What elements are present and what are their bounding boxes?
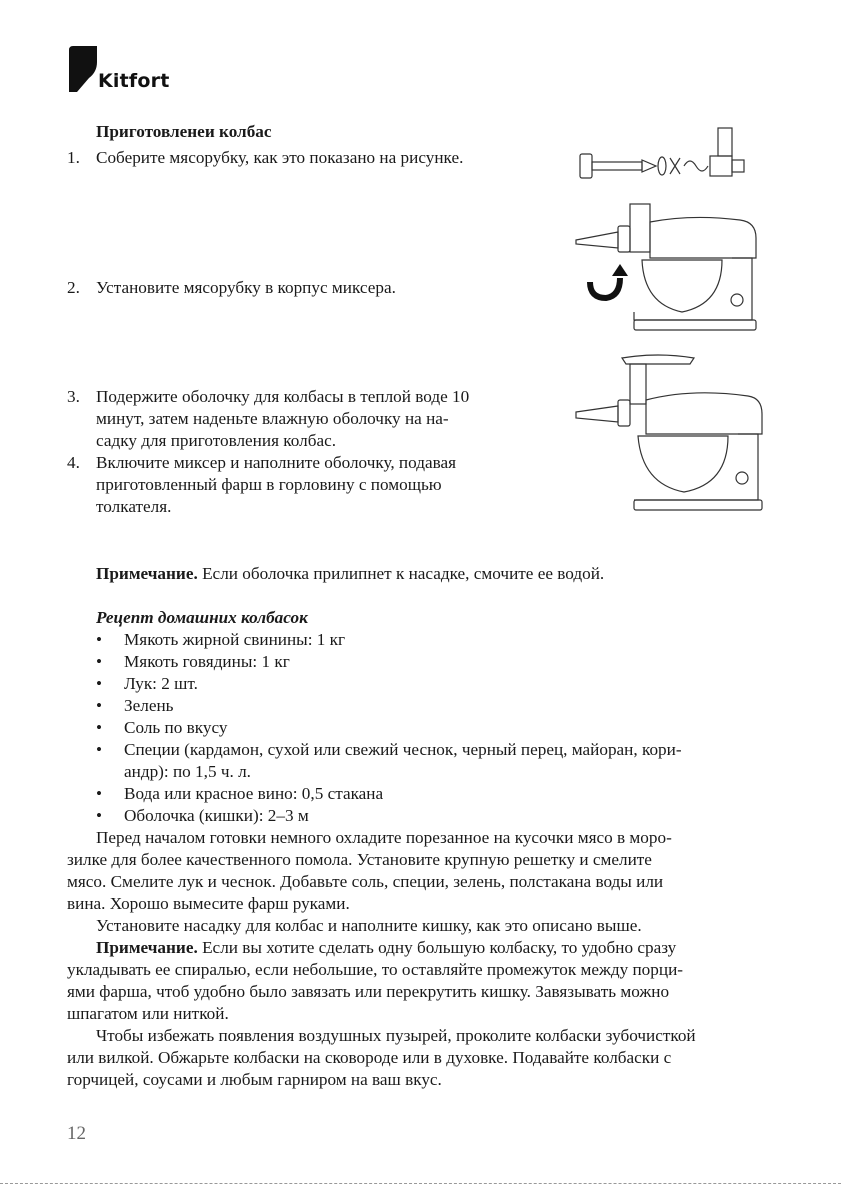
grinder-parts-illustration <box>572 124 757 186</box>
step-text: приготовленный фарш в горловину с помощью <box>96 475 442 494</box>
ingredient-item-continued: андр): по 1,5 ч. л. <box>124 762 251 781</box>
step-text: толкателя. <box>96 497 172 516</box>
ingredient-item: Оболочка (кишки): 2–3 м <box>124 806 309 825</box>
body-text-line: Перед началом готовки немного охладите порезанное на кусочки мясо в моро- <box>96 828 672 847</box>
note-paragraph <box>96 563 604 584</box>
section-title: Приготовленеи колбас <box>96 122 272 141</box>
ingredient-item: Зелень <box>124 696 174 715</box>
step-text: Подержите оболочку для колбасы в теплой воде 10 <box>96 387 470 406</box>
bullet: • <box>96 630 103 649</box>
body-text-line: Чтобы избежать появления воздушных пузырей, проколите колбаски зубочисткой <box>96 1026 696 1045</box>
mixer-assembly-illustration <box>572 192 764 338</box>
step-text: садку для приготовления колбас. <box>96 431 337 450</box>
body-text-line: мясо. Смелите лук и чеснок. Добавьте соль, специи, зелень, полстакана воды или <box>67 872 664 891</box>
note-label: Примечание. <box>96 938 198 957</box>
body-text-line: ями фарша, чтоб удобно было завязать или перекрутить кишку. Завязывать можно <box>67 982 670 1001</box>
step-text: Соберите мясорубку, как это показано на рисунке. <box>96 148 464 167</box>
bullet: • <box>96 740 103 759</box>
step-number: 1. <box>67 148 80 167</box>
mixer-sausage-illustration <box>572 350 768 520</box>
note-text: Если оболочка прилипнет к насадке, смочите ее водой. <box>197 564 605 583</box>
body-text-line: вина. Хорошо вымесите фарш руками. <box>67 894 350 913</box>
page-number: 12 <box>67 1123 86 1144</box>
body-text-line: или вилкой. Обжарьте колбаски на сковороде или в духовке. Подавайте колбаски с <box>67 1048 672 1067</box>
body-text-line: укладывать ее спиралью, если небольшие, то оставляйте промежуток между порци- <box>67 960 683 979</box>
step-number: 2. <box>67 278 80 297</box>
note-label: Примечание. <box>96 564 198 583</box>
note-paragraph <box>96 937 676 958</box>
body-text-line: Установите насадку для колбас и наполните кишку, как это описано выше. <box>96 916 642 935</box>
bullet: • <box>96 718 103 737</box>
body-text-line: зилке для более качественного помола. Установите крупную решетку и смелите <box>67 850 652 869</box>
recipe-title: Рецепт домашних колбасок <box>96 608 308 627</box>
rotate-arrow-icon <box>590 264 628 298</box>
bullet: • <box>96 652 103 671</box>
ingredient-item: Мякоть жирной свинины: 1 кг <box>124 630 346 649</box>
bullet: • <box>96 784 103 803</box>
bullet: • <box>96 674 103 693</box>
bullet: • <box>96 696 103 715</box>
ingredient-item: Лук: 2 шт. <box>124 674 198 693</box>
ingredient-item: Соль по вкусу <box>124 718 228 737</box>
step-number: 3. <box>67 387 80 406</box>
note-text: Если вы хотите сделать одну большую колбаску, то удобно сразу <box>197 938 677 957</box>
ingredient-item: Вода или красное вино: 0,5 стакана <box>124 784 384 803</box>
step-text: Установите мясорубку в корпус миксера. <box>96 278 396 297</box>
body-text-line: шпагатом или ниткой. <box>67 1004 229 1023</box>
ingredient-item: Специи (кардамон, сухой или свежий чеснок, черный перец, майоран, кори- <box>124 740 682 759</box>
bullet: • <box>96 806 103 825</box>
step-text: минут, затем наденьте влажную оболочку на на- <box>96 409 449 428</box>
step-number: 4. <box>67 453 80 472</box>
page-edge-divider <box>0 1183 841 1184</box>
brand-name: Kitfort <box>98 70 170 92</box>
body-text-line: горчицей, соусами и любым гарниром на ваш вкус. <box>67 1070 442 1089</box>
step-text: Включите миксер и наполните оболочку, подавая <box>96 453 457 472</box>
ingredient-item: Мякоть говядины: 1 кг <box>124 652 290 671</box>
